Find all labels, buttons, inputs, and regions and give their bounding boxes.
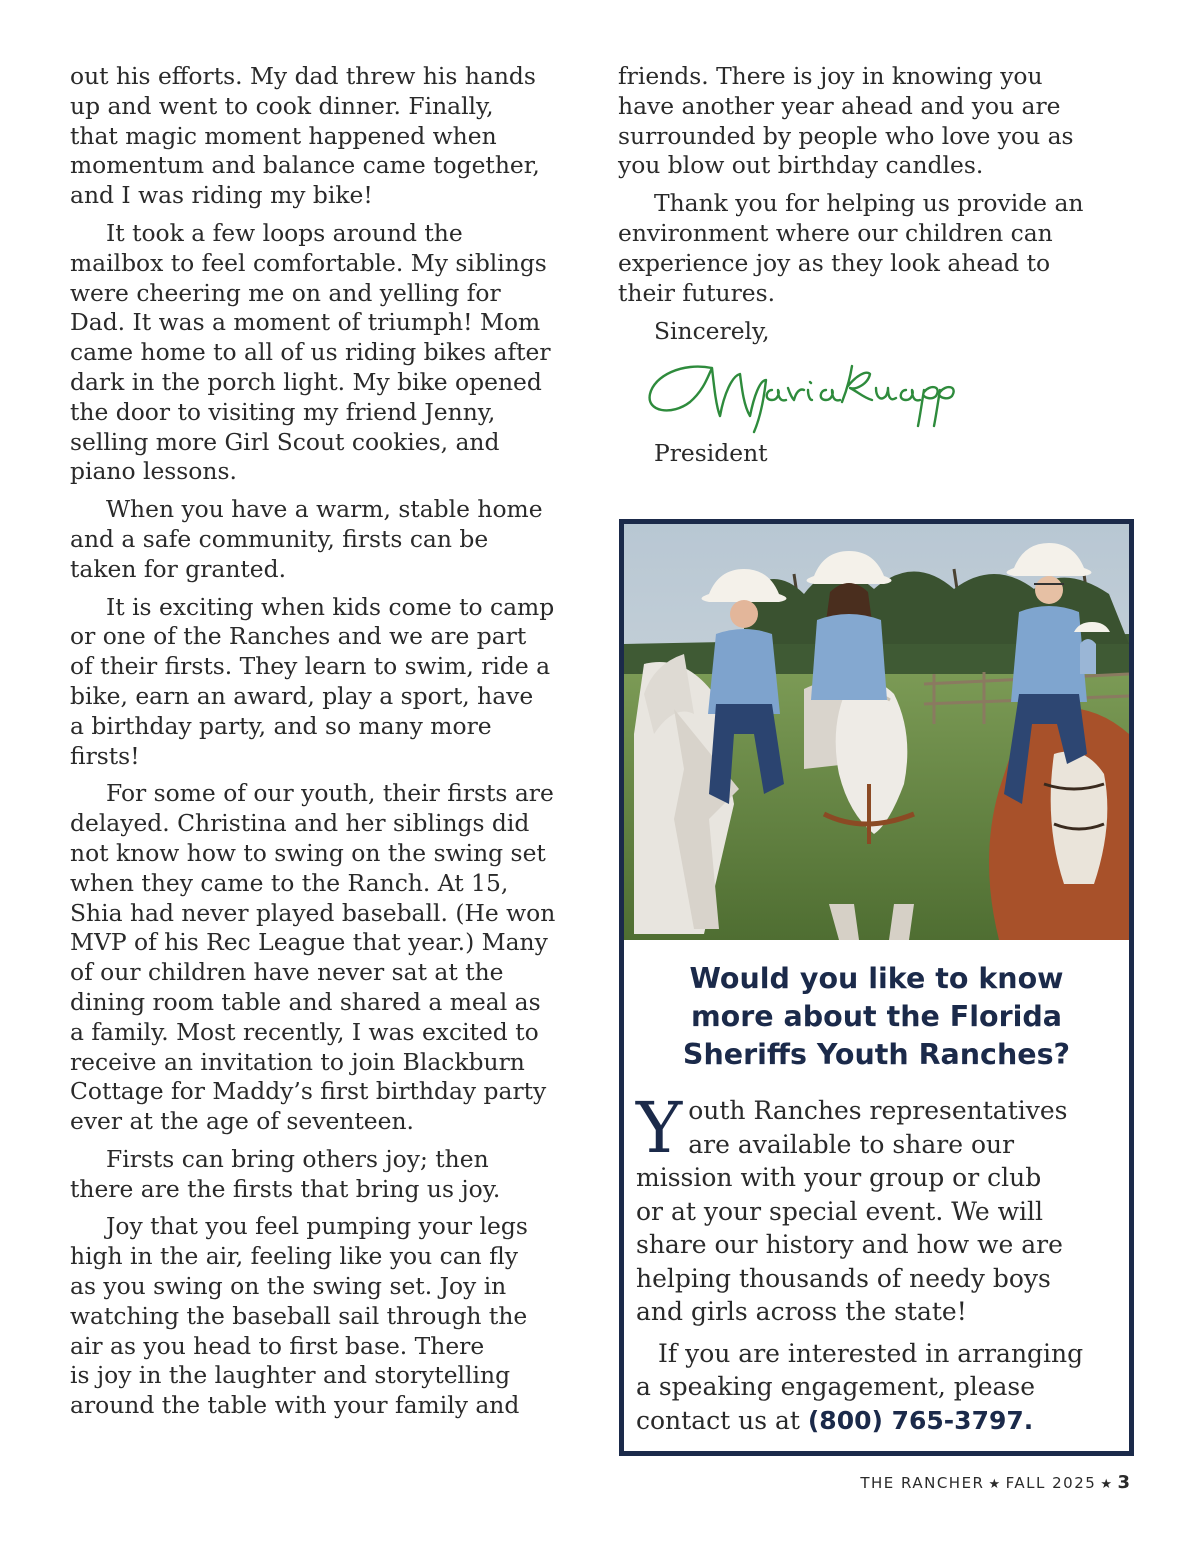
info-paragraph-text: If you are interested in arranging a speaking engagement, please contact us at <box>636 1338 1084 1435</box>
body-paragraph: When you have a warm, stable home and a safe community, firsts can be taken for granted. <box>70 495 543 583</box>
star-icon: ★ <box>988 1477 1002 1492</box>
info-box-body <box>636 1087 1118 1445</box>
closing-salutation: Sincerely, <box>654 317 770 346</box>
info-box-heading <box>624 960 1129 1074</box>
ranch-photo <box>624 524 1129 940</box>
body-paragraph: out his efforts. My dad threw his hands up and went to cook dinner. Finally, that magic moment happened when momentum and balance came together, and I was riding my bike! <box>70 62 540 210</box>
signature-image <box>642 346 962 438</box>
left-column <box>70 62 588 1429</box>
issue-label: FALL 2025 <box>1005 1474 1097 1492</box>
body-paragraph: friends. There is joy in knowing you have another year ahead and you are surrounded by people who love you as you blow out birthday candles. <box>618 62 1074 180</box>
info-paragraph <box>636 1087 1118 1329</box>
info-paragraph-text: outh Ranches representatives are available to share our mission with your group or club or at your special event. We will share our history and how we are helping thousands of needy boys and girls across the state! <box>636 1096 1068 1326</box>
star-icon: ★ <box>1100 1477 1114 1492</box>
body-paragraph: Firsts can bring others joy; then there are the firsts that bring us joy. <box>70 1144 501 1203</box>
body-paragraph: Joy that you feel pumping your legs high in the air, feeling like you can fly as you swing on the swing set. Joy in watching the baseball sail through the air as you head to first base. There is joy in the laughter and storytelling around the table with your family and <box>70 1212 528 1420</box>
ranch-photo-illustration <box>624 524 1129 940</box>
body-paragraph: It is exciting when kids come to camp or one of the Ranches and we are part of their firsts. They learn to swim, ride a bike, earn an award, play a sport, have a birthday party, and so many more firsts! <box>70 592 555 770</box>
body-paragraph: Thank you for helping us provide an environment where our children can experience joy as they look ahead to their futures. <box>618 189 1084 307</box>
body-paragraph: It took a few loops around the mailbox to feel comfortable. My siblings were cheering me on and yelling for Dad. It was a moment of triumph! Mom came home to all of us riding bikes after dark in the porch light. My bike opened the door to visiting my friend Jenny, selling more Girl Scout cookies, and piano lessons. <box>70 218 551 486</box>
page-number: 3 <box>1117 1472 1130 1493</box>
publication-name: THE RANCHER <box>860 1474 985 1492</box>
heading-line: more about the Florida <box>690 1000 1063 1033</box>
info-paragraph <box>636 1337 1118 1438</box>
phone-number[interactable]: (800) 765-3797. <box>807 1405 1034 1435</box>
body-paragraph: For some of our youth, their firsts are delayed. Christina and her siblings did not know how to swing on the swing set when they came to the Ranch. At 15, Shia had never played baseball. (He won MVP of his Rec League that year.) Many of our children have never sat at the dining room table and shared a meal as a family. Most recently, I was excited to receive an invitation to join Blackburn Cottage for Maddy’s first birthday party ever at the age of seventeen. <box>70 779 556 1136</box>
right-column <box>618 62 1130 468</box>
drop-cap: Y <box>636 1087 683 1169</box>
heading-line: Sheriffs Youth Ranches? <box>682 1038 1071 1071</box>
signature-title: President <box>654 439 768 468</box>
heading-line: Would you like to know <box>689 962 1064 995</box>
page-footer <box>860 1472 1130 1493</box>
info-box <box>619 519 1134 1456</box>
